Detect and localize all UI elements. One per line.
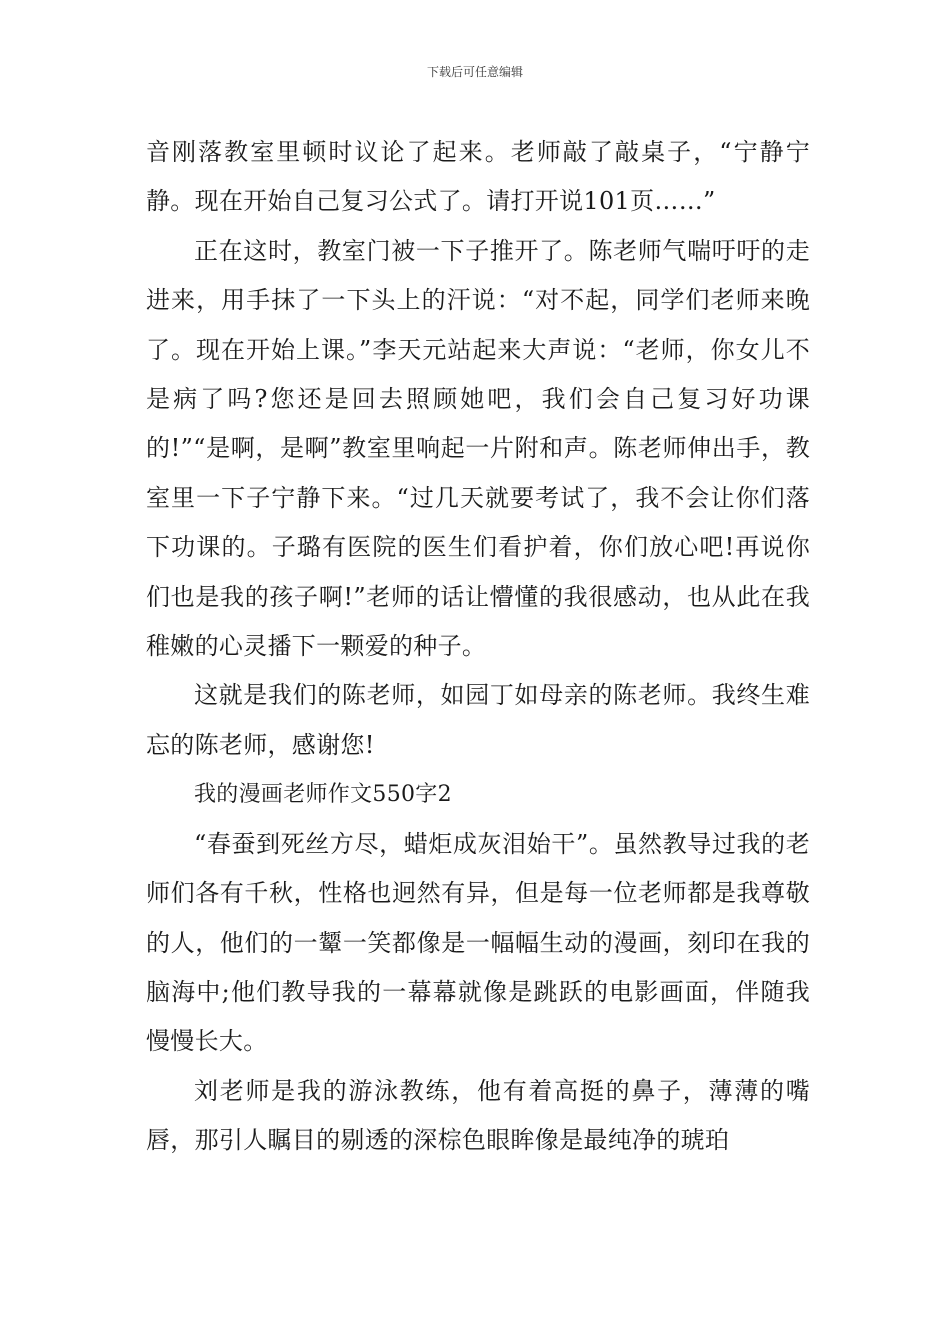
section-title: 我的漫画老师作文550字2 — [194, 782, 452, 808]
paragraph: 这就是我们的陈老师，如园丁如母亲的陈老师。我终生难忘的陈老师，感谢您! — [146, 681, 810, 759]
paragraph: 正在这时，教室门被一下子推开了。陈老师气喘吁吁的走进来，用手抹了一下头上的汗说：“对不起，同学们老师来晚了。现在开始上课。”李天元站起来大声说：“老师，你女儿不是病了吗?您还是回去照顾她吧，我们会自己复习好功课的!”“是啊，是啊”教室里响起一片附和声。陈老师伸出手，教室里一下子宁静下来。“过几天就要考试了，我不会让你们落下功课的。子璐有医院的医生们看护着，你们放心吧!再说你们也是我的孩子啊!”老师的话让懵懂的我很感动，也从此在我稚嫩的心灵播下一颗爱的种子。 — [146, 236, 810, 661]
body-text — [146, 128, 810, 1166]
paragraph-continuation: 音刚落教室里顿时议论了起来。老师敲了敲桌子，“宁静宁静。现在开始自己复习公式了。请打开说101页……” — [146, 138, 810, 216]
paragraph: 刘老师是我的游泳教练，他有着高挺的鼻子，薄薄的嘴唇，那引人瞩目的剔透的深棕色眼眸像是最纯净的琥珀 — [146, 1076, 810, 1155]
page-header: 下载后可任意编辑 — [426, 65, 523, 79]
paragraph: “春蚕到死丝方尽，蜡炬成灰泪始干”。虽然教导过我的老师们各有千秋，性格也迥然有异，但是每一位老师都是我尊敬的人，他们的一颦一笑都像是一幅幅生动的漫画，刻印在我的脑海中;他们教导我的一幕幕就像是跳跃的电影画面，伴随我慢慢长大。 — [146, 829, 810, 1056]
